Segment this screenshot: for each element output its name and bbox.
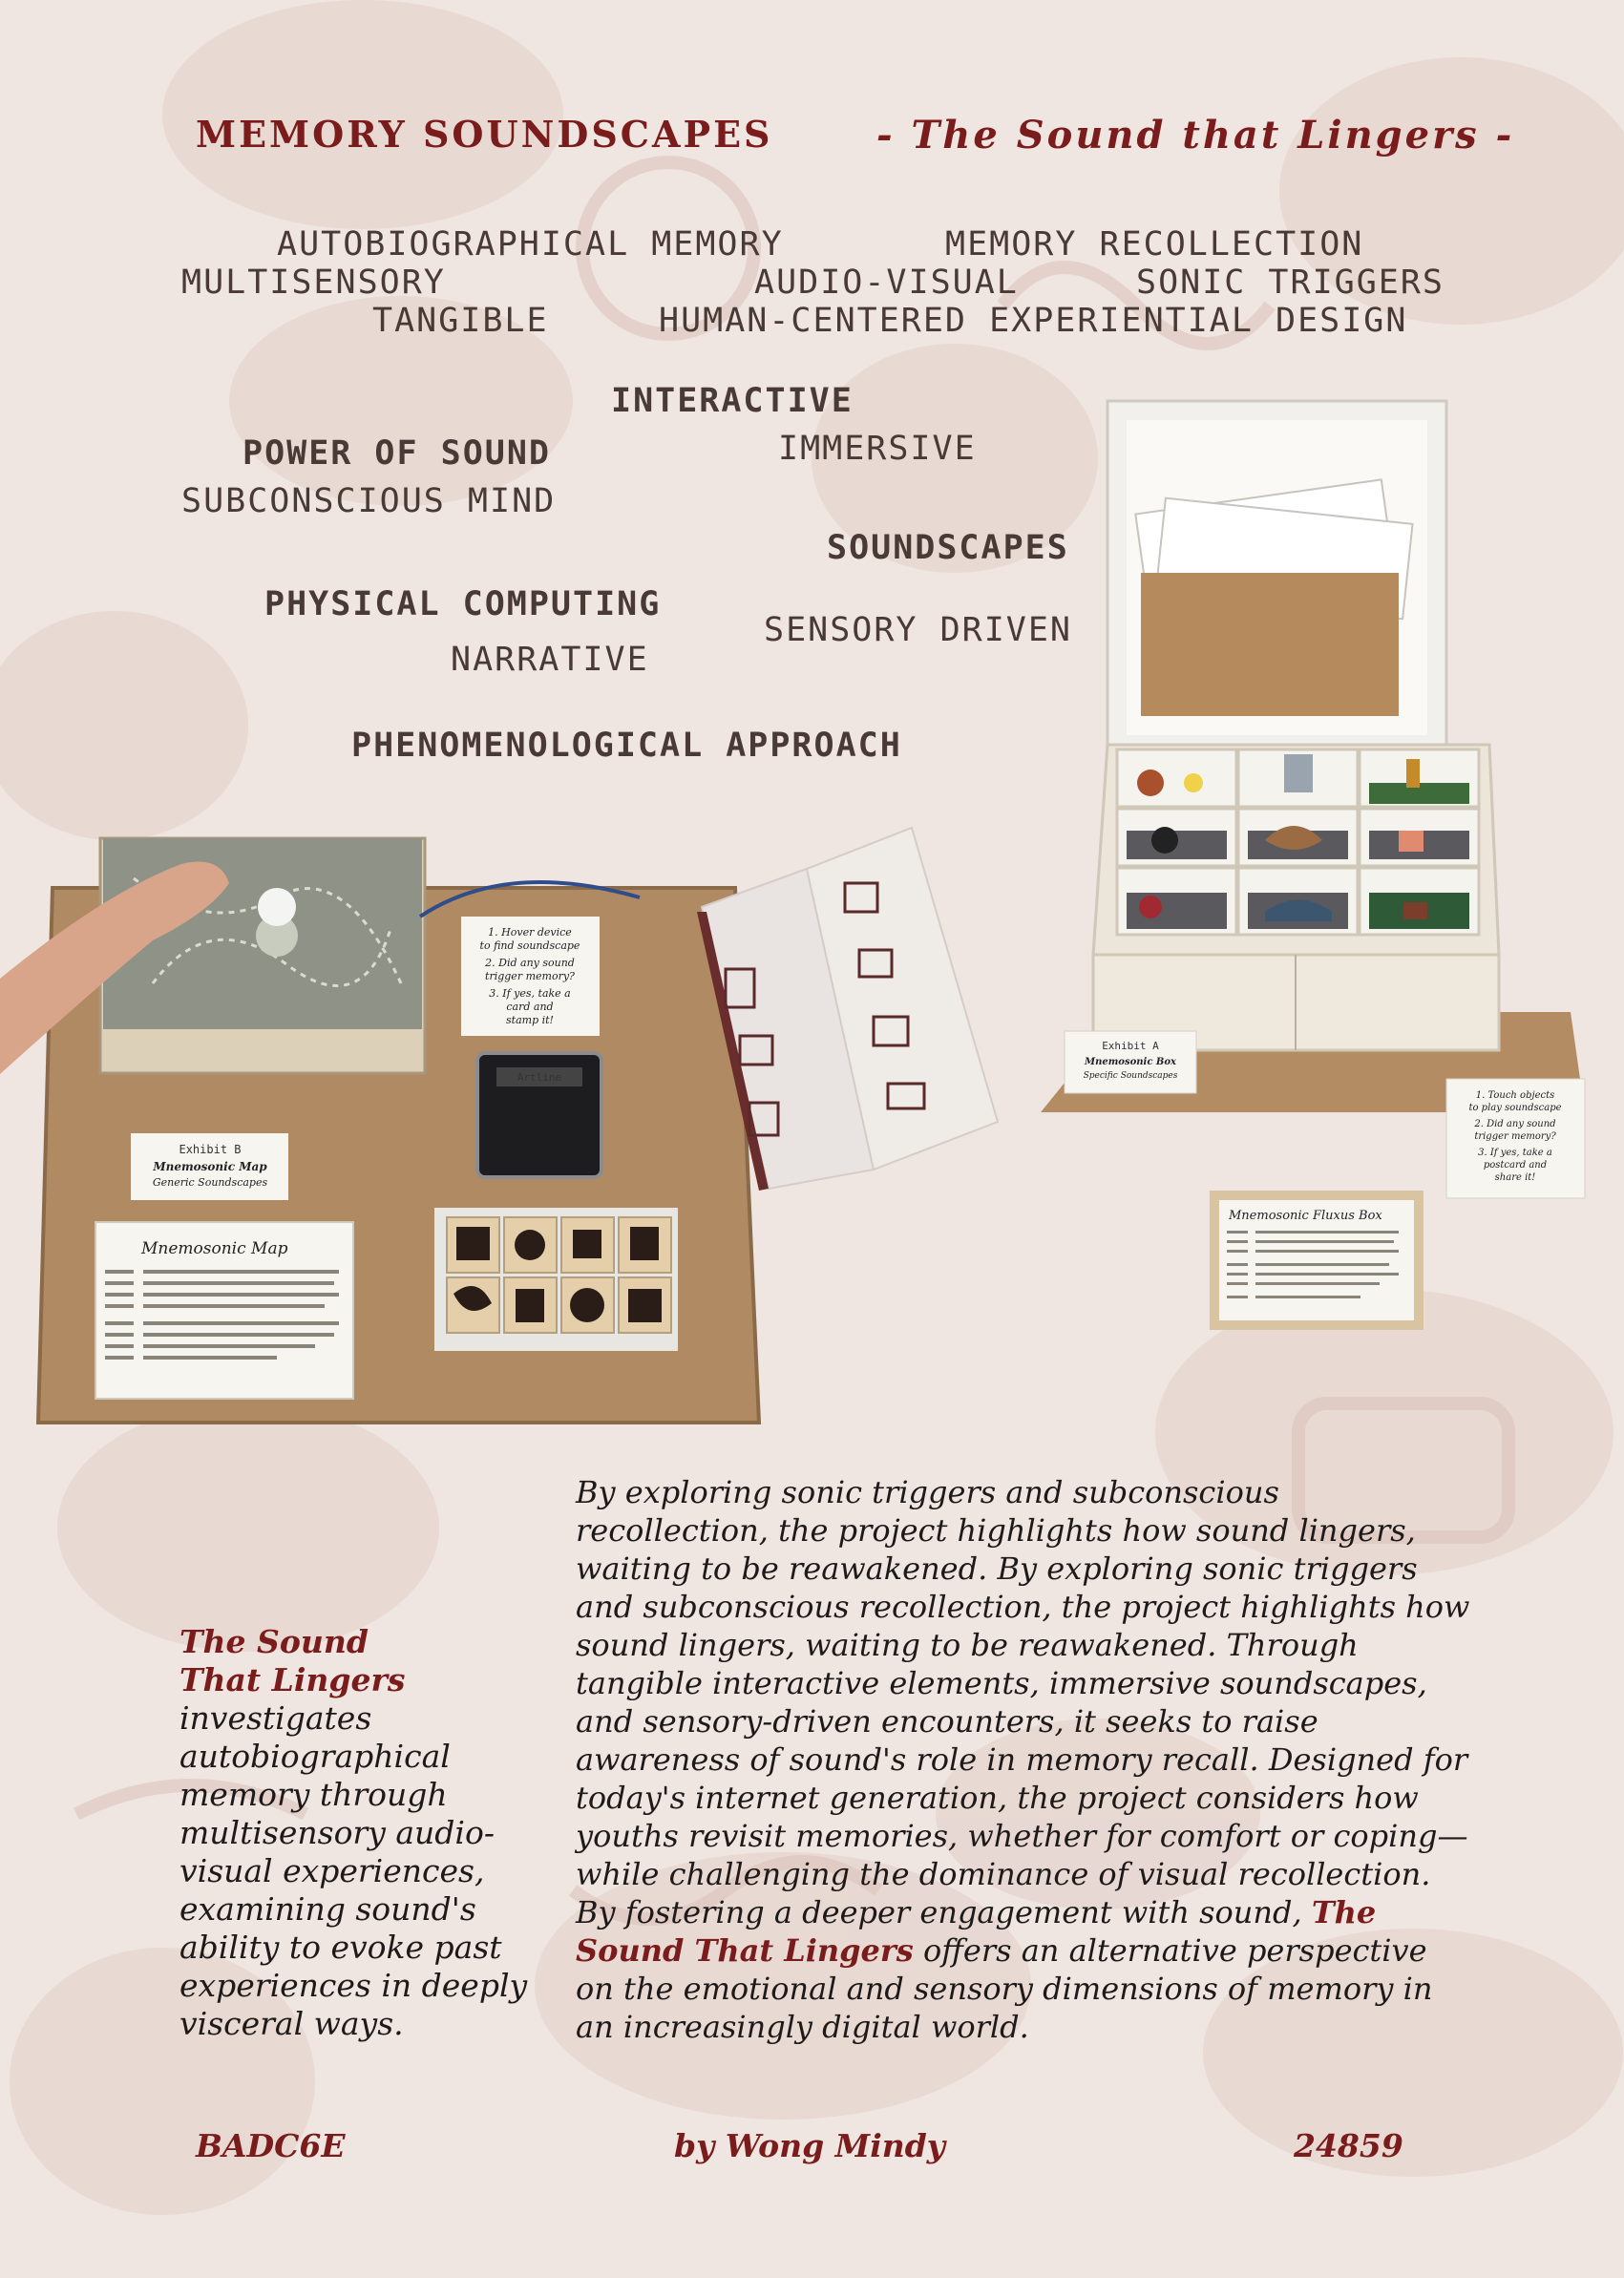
exhibit-a-instruction-6: postcard and — [1483, 1160, 1548, 1171]
fluxus-card-title: Mnemosonic Fluxus Box — [1229, 1209, 1382, 1223]
ink-pad-label: Artline — [517, 1071, 562, 1084]
exhibit-a-instruction-3: 2. Did any sound — [1474, 1119, 1556, 1129]
keyword: SOUNDSCAPES — [827, 529, 1069, 567]
keyword: IMMERSIVE — [778, 430, 977, 468]
keyword: SENSORY DRIVEN — [764, 611, 1073, 649]
exhibit-b-instruction-5: 3. If yes, take a — [489, 987, 571, 1000]
keyword: AUDIO-VISUAL — [754, 264, 1019, 302]
keyword: PHYSICAL COMPUTING — [264, 585, 662, 623]
keyword: SUBCONSCIOUS MIND — [181, 482, 557, 520]
footer-code: BADC6E — [196, 2127, 346, 2164]
exhibit-b-instruction-6: card and — [506, 1001, 554, 1013]
keyword: NARRATIVE — [451, 641, 649, 679]
keyword: POWER OF SOUND — [243, 434, 552, 473]
exhibit-a-instruction-4: trigger memory? — [1474, 1131, 1556, 1142]
exhibit-a-instruction-7: share it! — [1494, 1172, 1536, 1183]
keyword: MULTISENSORY — [181, 264, 446, 302]
exhibit-b-instruction-1: 1. Hover device — [488, 926, 572, 939]
keyword: MEMORY RECOLLECTION — [945, 225, 1364, 264]
side-summary — [179, 1623, 533, 2043]
side-title-line-2: That Lingers — [179, 1661, 406, 1698]
exhibit-b-instruction-4: trigger memory? — [485, 970, 575, 982]
keyword: HUMAN-CENTERED EXPERIENTIAL DESIGN — [659, 302, 1408, 340]
exhibit-b-instruction-2: to find soundscape — [479, 939, 580, 952]
side-title-line-1: The Sound — [179, 1623, 369, 1660]
exhibit-a-label: Exhibit A — [1102, 1040, 1159, 1052]
exhibit-b-label-type: Generic Soundscapes — [152, 1176, 268, 1189]
exhibit-a-label-type: Specific Soundscapes — [1083, 1071, 1178, 1081]
exhibit-b-label: Exhibit B — [179, 1143, 242, 1156]
fluxus-card-photo — [1208, 1189, 1427, 1332]
booklet-photo — [692, 816, 1007, 1198]
exhibit-b-card-title: Mnemosonic Map — [141, 1239, 288, 1258]
exhibit-a-label-name: Mnemosonic Box — [1085, 1057, 1176, 1067]
keyword: AUTOBIOGRAPHICAL MEMORY — [277, 225, 784, 264]
exhibit-b-instruction-7: stamp it! — [506, 1014, 554, 1026]
footer-author: by Wong Mindy — [674, 2127, 945, 2164]
side-text: investigates autobiographical memory through multisensory audio-visual experiences, examining sound's ability to evoke past experiences in deeply visceral ways. — [179, 1699, 528, 2042]
keyword: PHENOMENOLOGICAL APPROACH — [351, 727, 902, 765]
exhibit-a-instruction-5: 3. If yes, take a — [1478, 1148, 1552, 1158]
exhibit-a-instruction-2: to play soundscape — [1468, 1103, 1562, 1113]
exhibit-b-instruction-3: 2. Did any sound — [485, 957, 575, 969]
project-title: MEMORY SOUNDSCAPES — [196, 113, 773, 156]
exhibit-a-instruction-1: 1. Touch objects — [1475, 1090, 1555, 1101]
main-text-part-1: By exploring sonic triggers and subconscious recollection, the project highlights how sound lingers, waiting to be reawakened. By exploring sonic triggers and subconscious recollection, the project highlights how sound lingers, waiting to be reawakened. Through tangible interactive elements, immersive soundscapes, and sensory-driven encounters, it seeks to raise awareness of sound's role in memory recall. Designed for today's internet generation, the project considers how youths revisit memories, whether for comfort or coping—while challenging the dominance of visual recollection. By fostering a deeper engagement with sound, — [576, 1474, 1470, 1930]
exhibit-a-photo — [1036, 391, 1599, 1203]
footer-number: 24859 — [1294, 2127, 1403, 2164]
keyword: INTERACTIVE — [611, 382, 854, 420]
main-text-accent: The Sound That Lingers — [576, 1894, 1377, 1969]
project-subtitle: - The Sound that Lingers - — [876, 113, 1515, 158]
keyword: SONIC TRIGGERS — [1136, 264, 1445, 302]
keyword: TANGIBLE — [372, 302, 549, 340]
main-text-part-2: offers an alternative perspective on the emotional and sensory dimensions of memory in an increasingly digital world. — [576, 1932, 1433, 2045]
main-description — [576, 1473, 1473, 2046]
exhibit-b-photo — [0, 821, 764, 1432]
exhibit-b-label-name: Mnemosonic Map — [153, 1160, 267, 1173]
